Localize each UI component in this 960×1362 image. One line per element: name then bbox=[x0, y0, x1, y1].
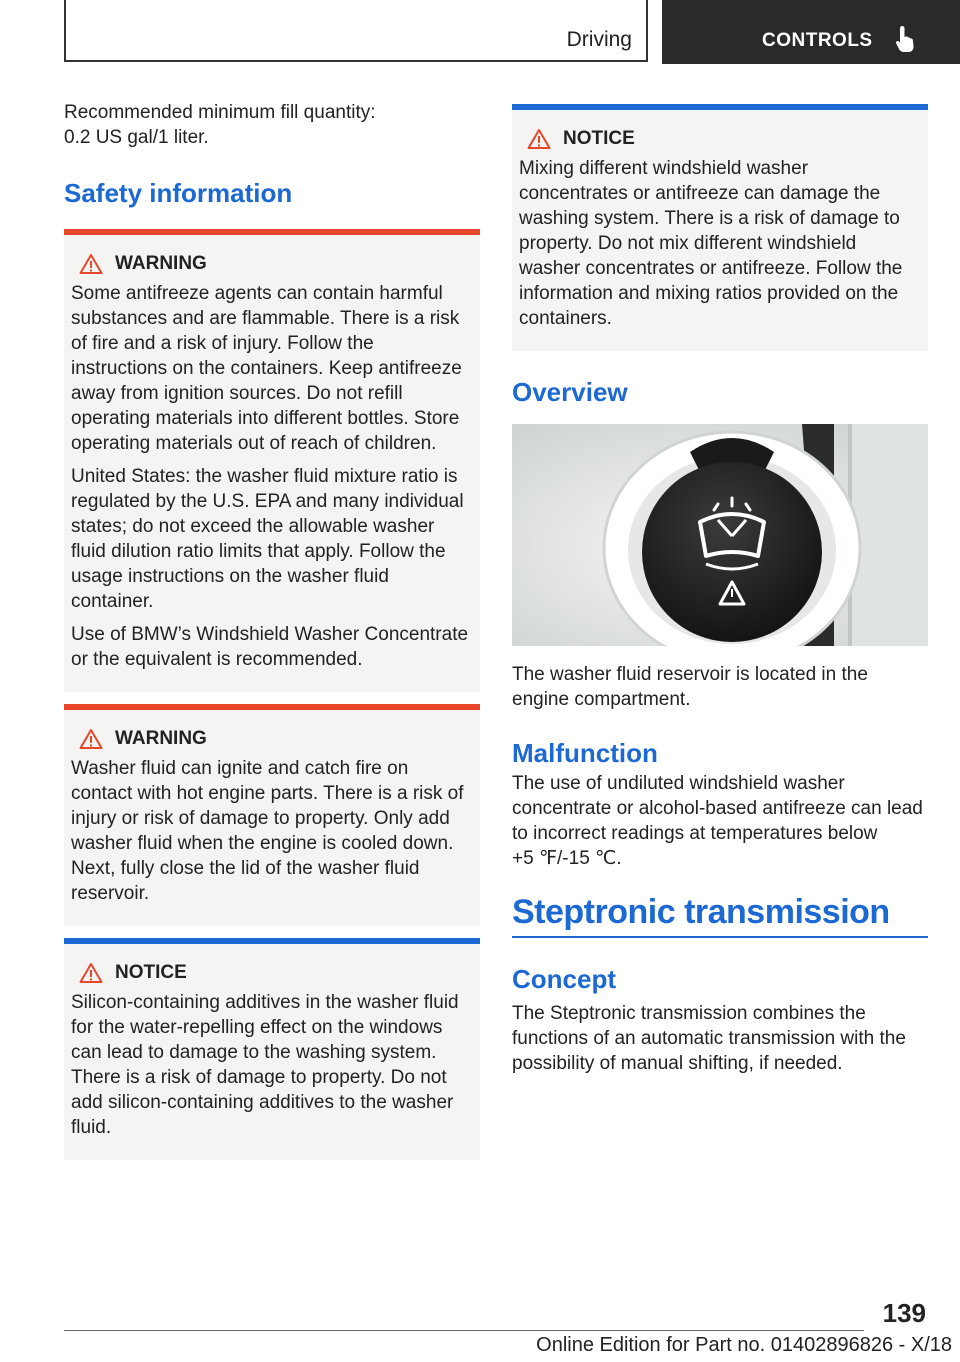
notice-box-silicon bbox=[64, 938, 480, 1160]
intro-line-1: Recommended minimum fill quantity: bbox=[64, 102, 376, 123]
notice-title-text: NOTICE bbox=[115, 962, 187, 983]
page-header bbox=[0, 0, 960, 66]
warning-box-antifreeze bbox=[64, 229, 480, 692]
malfunction-temperature: +5 ℉/-15 ℃. bbox=[512, 848, 622, 869]
notice-paragraph: Mixing different windshield washer concentrates or antifreeze can damage the washing system. There is a risk of damage to property. Do not mix different windshield washer concentrates or antifreeze. Follow the information and mixing ratios provided on the containers. bbox=[519, 158, 903, 329]
malfunction-heading: Malfunction bbox=[512, 738, 658, 768]
left-column bbox=[64, 100, 480, 1160]
steptronic-heading: Steptronic transmission bbox=[512, 893, 890, 931]
notice-title-text: NOTICE bbox=[563, 128, 635, 149]
warning-paragraph: United States: the washer fluid mixture ratio is regulated by the U.S. EPA and many individual states; do not exceed the allowable washer fluid dilution ratio limits that apply. Follow the usage instructions on the washer fluid container. bbox=[71, 466, 464, 612]
notice-box-title bbox=[71, 962, 474, 984]
warning-triangle-icon bbox=[79, 253, 103, 275]
warning-paragraph: Use of BMW’s Windshield Washer Concentrate or the equivalent is recommended. bbox=[71, 624, 469, 670]
washer-fluid-cap-image bbox=[512, 424, 928, 646]
footer-rule bbox=[64, 1330, 864, 1331]
concept-heading: Concept bbox=[512, 964, 616, 994]
warning-paragraph: Washer fluid can ignite and catch fire on contact with hot engine parts. There is a risk of injury or risk of damage to property. Only add washer fluid when the engine is cooled down. Next, fully close the lid of the washer fluid reservoir. bbox=[71, 758, 464, 904]
notice-box-title bbox=[519, 128, 922, 150]
overview-heading: Overview bbox=[512, 377, 628, 407]
washer-reservoir-photo bbox=[512, 424, 928, 646]
warning-triangle-icon bbox=[79, 728, 103, 750]
warning-title-text: WARNING bbox=[115, 253, 207, 274]
malfunction-text: The use of undiluted windshield washer concentrate or alcohol-based antifreeze can lead to incorrect readings at temperatures below bbox=[512, 773, 923, 844]
warning-box-title bbox=[71, 253, 474, 275]
warning-title-text: WARNING bbox=[115, 728, 207, 749]
heading-rule bbox=[512, 936, 928, 938]
overview-caption: The washer fluid reservoir is located in the engine compartment. bbox=[512, 664, 868, 710]
footer-edition: Online Edition for Part no. 01402896826 - X/18 bbox=[536, 1334, 952, 1356]
warning-paragraph: Some antifreeze agents can contain harmful substances and are flammable. There is a risk of fire and a risk of injury. Follow the instructions on the containers. Keep antifreeze away from ignition sources. Do not refill operating materials into different bottles. Store operating materials out of reach of children. bbox=[71, 283, 462, 454]
header-chapter-tab bbox=[662, 0, 960, 64]
safety-information-heading: Safety information bbox=[64, 178, 293, 208]
notice-triangle-icon bbox=[79, 962, 103, 984]
header-section-box bbox=[64, 0, 648, 62]
right-column bbox=[512, 104, 928, 1076]
header-chapter-label: CONTROLS bbox=[762, 30, 873, 51]
notice-triangle-icon bbox=[527, 128, 551, 150]
notice-box-mixing bbox=[512, 104, 928, 351]
warning-box-title bbox=[71, 728, 474, 750]
notice-paragraph: Silicon-containing additives in the washer fluid for the water-repelling effect on the windows can lead to damage to the washing system. There is a risk of damage to property. Do not add silicon-containing additives to the washer fluid. bbox=[71, 992, 459, 1138]
page-number: 139 bbox=[882, 1298, 926, 1328]
hand-pointer-icon bbox=[894, 24, 920, 54]
header-section-label: Driving bbox=[566, 28, 632, 51]
concept-text: The Steptronic transmission combines the functions of an automatic transmission with the possibility of manual shifting, if needed. bbox=[512, 1003, 906, 1074]
warning-box-washer-fluid bbox=[64, 704, 480, 926]
intro-line-2: 0.2 US gal/1 liter. bbox=[64, 127, 209, 148]
